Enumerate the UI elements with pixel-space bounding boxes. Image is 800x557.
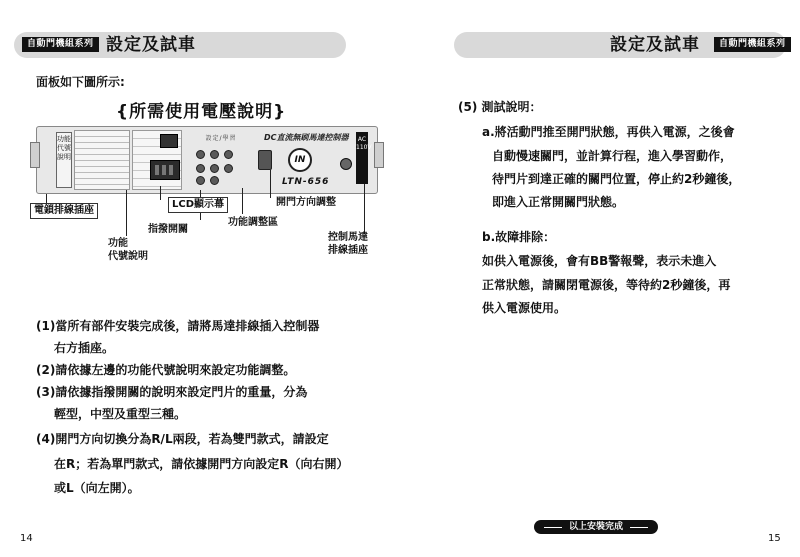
function-button-grid <box>194 148 248 186</box>
callout-lcd: LCD顯示幕 <box>168 197 228 213</box>
series-tag: 自動門機組系列 <box>22 37 99 52</box>
section5-line-4: 即進入正常開關門狀態。 <box>492 195 625 209</box>
paragraph-3: (3)請依據指撥開關的說明來設定門片的重量，分為 <box>36 385 308 399</box>
page-title: 設定及試車 <box>106 35 196 55</box>
direction-switch <box>258 150 272 170</box>
reset-button-icon <box>340 158 352 170</box>
lcd-display <box>150 160 180 180</box>
right-connector <box>374 142 384 168</box>
section5-line-2: 自動慢速關門，並計算行程，進入學習動作， <box>492 149 733 163</box>
callout-motor-connector-1: 控制馬達 <box>328 232 368 243</box>
intro-text: 面板如下圖所示: <box>36 75 125 89</box>
callout-function-adjust: 功能調整區 <box>228 217 278 228</box>
paragraph-2: (2)請依據左邊的功能代號說明來設定功能調整。 <box>36 363 296 377</box>
callout-lock-connector: 電鎖排線插座 <box>30 203 98 219</box>
model-name: LTN-656 <box>282 177 330 187</box>
panel-function-label: 功能代號說明 <box>56 132 72 188</box>
right-page <box>400 0 800 557</box>
left-connector <box>30 142 40 168</box>
paragraph-3-cont: 輕型，中型及重型三種。 <box>54 407 187 421</box>
footer-complete-badge: 以上安裝完成 <box>534 520 658 534</box>
paragraph-4: (4)開門方向切換分為R/L兩段，若為雙門款式，請設定 <box>36 432 329 446</box>
callout-function-code-1: 功能 <box>108 238 128 249</box>
callout-door-direction: 開門方向調整 <box>276 197 336 208</box>
page-number: 14 <box>20 533 33 544</box>
diagram-title: {所需使用電壓說明} <box>116 102 287 122</box>
paragraph-4-end: 或L（向左開）。 <box>54 481 140 495</box>
dip-switch <box>160 134 178 148</box>
paragraph-1-cont: 右方插座。 <box>54 341 115 355</box>
series-tag: 自動門機組系列 <box>714 37 791 52</box>
paragraph-1: (1)當所有部件安裝完成後，請將馬達排線插入控制器 <box>36 319 320 333</box>
logo-icon: IN <box>288 148 312 172</box>
troubleshoot-line-2: 正常狀態，請關閉電源後，等待約2秒鐘後，再 <box>482 278 731 292</box>
callout-motor-connector-2: 排線插座 <box>328 245 368 256</box>
troubleshoot-title: b.故障排除： <box>482 230 556 244</box>
section5-line-3: 待門片到達正確的關門位置，停止約2秒鐘後， <box>492 172 741 186</box>
page-title: 設定及試車 <box>610 35 700 55</box>
section5-line-1: a.將活動門推至開門狀態，再供入電源，之後會 <box>482 125 735 139</box>
callout-dip-switch: 指撥開關 <box>148 224 188 235</box>
callout-function-code-2: 代號說明 <box>108 251 148 262</box>
section5-title: (5) 測試說明： <box>458 100 542 114</box>
panel-small-label: 設定/學習 <box>205 135 237 142</box>
function-code-list <box>74 130 130 190</box>
troubleshoot-line-1: 如供入電源後，會有BB警報聲，表示未進入 <box>482 254 717 268</box>
paragraph-4-cont: 在R；若為單門款式，請依據開門方向設定R（向右開） <box>54 457 349 471</box>
page-number: 15 <box>768 533 781 544</box>
troubleshoot-line-3: 供入電源使用。 <box>482 301 567 315</box>
panel-brand: DC直流無刷馬達控制器 <box>264 133 349 142</box>
voltage-tag: AC 110V <box>356 132 368 184</box>
